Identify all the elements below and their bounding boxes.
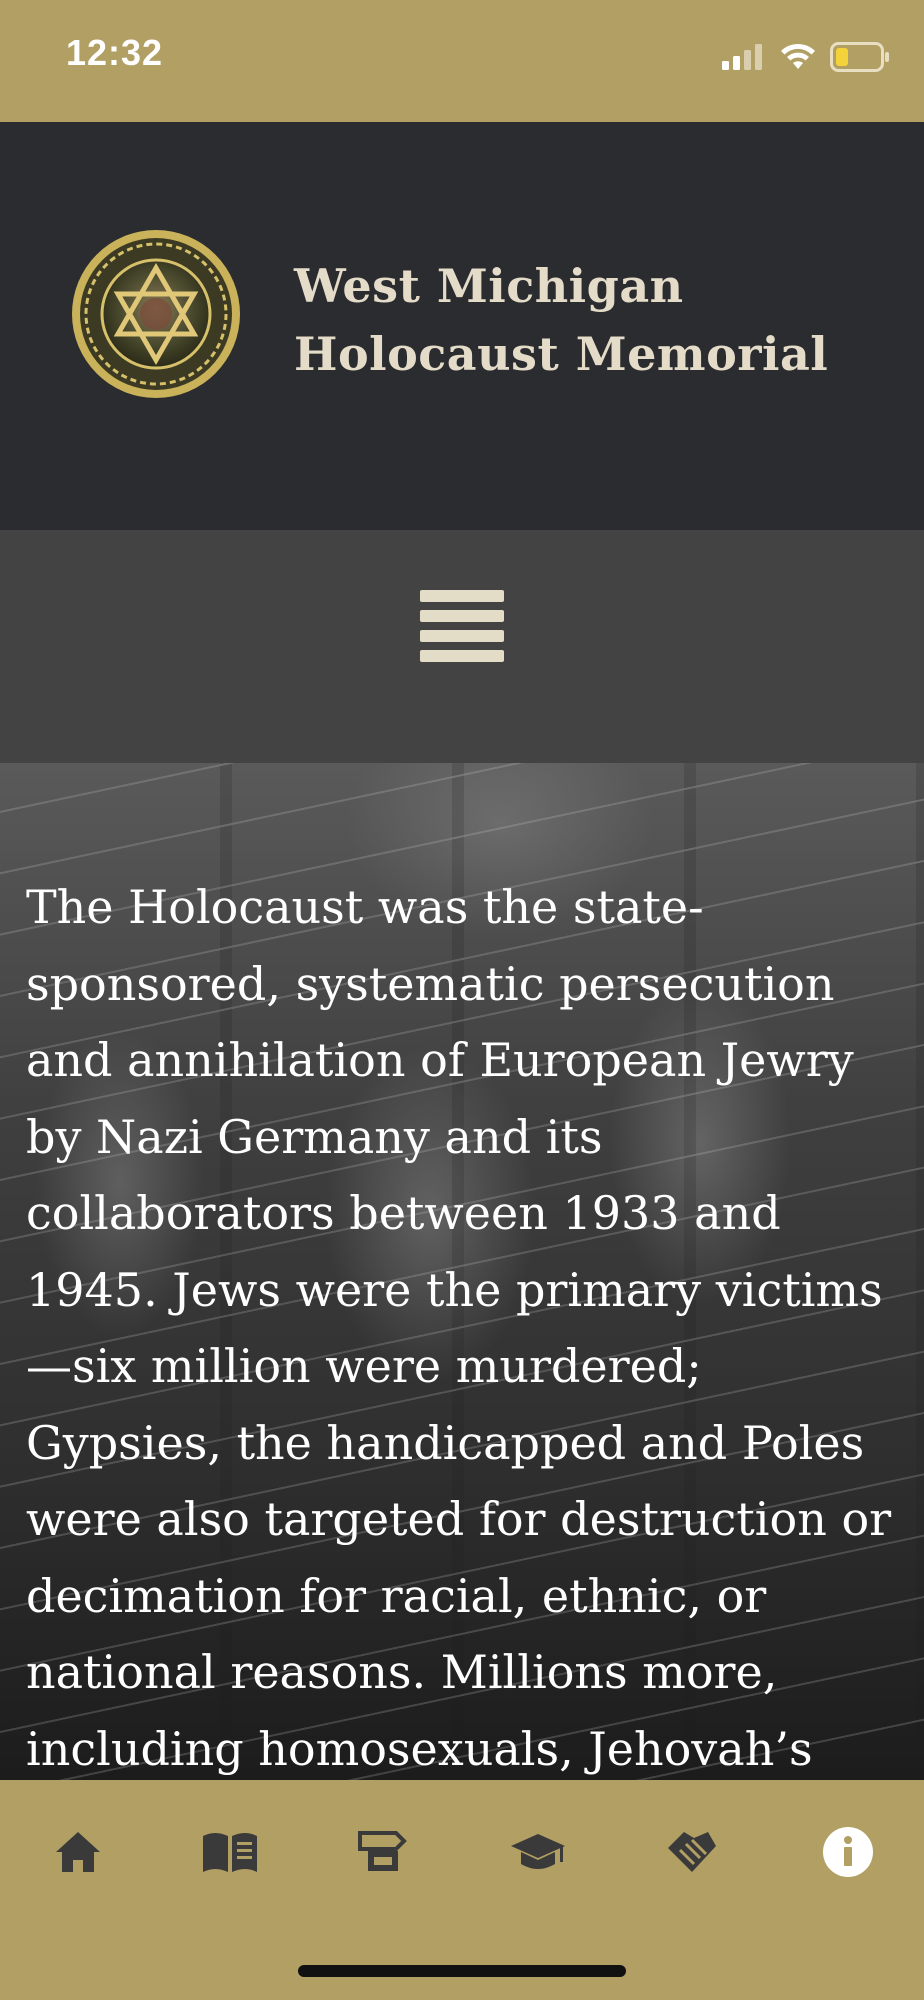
wifi-icon [780,43,816,71]
status-time: 12:32 [66,32,164,73]
tab-home[interactable] [46,1820,110,1884]
book-icon [201,1830,259,1874]
menu-line [420,630,504,642]
tab-book[interactable] [198,1820,262,1884]
tab-support[interactable] [660,1820,724,1884]
star-of-david-seal-icon[interactable] [70,228,242,400]
cellular-signal-icon [722,44,766,70]
info-icon [822,1826,874,1878]
menu-line [420,610,504,622]
status-bar [0,0,924,122]
menu-line [420,650,504,662]
status-icons [722,40,890,74]
menu-line [420,590,504,602]
site-header [0,122,924,530]
battery-low-icon [830,42,890,72]
tab-directions[interactable] [350,1820,414,1884]
handshake-icon [664,1828,720,1876]
menu-bar [0,530,924,763]
hero-section [0,763,924,1780]
hero-intro-text: The Holocaust was the state-sponsored, systematic persecution and annihilation of European Jewry by Nazi Germany and its collaborators between 1933 and 1945. Jews were the primary victims—six million were murdered; Gypsies, the handicapped and Poles were also targeted for destruction or decimation for racial, ethnic, or national reasons. Millions more, including homosexuals, Jehovah’s [26,880,892,1776]
site-title-line2: Holocaust Memorial [294,327,829,381]
home-icon [54,1830,102,1874]
home-indicator[interactable] [298,1965,626,1977]
signpost-icon [356,1829,408,1875]
site-title-line1: West Michigan [294,259,684,313]
site-title[interactable] [294,252,828,388]
tab-info[interactable] [816,1820,880,1884]
hamburger-menu-icon[interactable] [416,580,508,672]
tab-education[interactable] [506,1820,570,1884]
graduation-cap-icon [509,1830,567,1874]
